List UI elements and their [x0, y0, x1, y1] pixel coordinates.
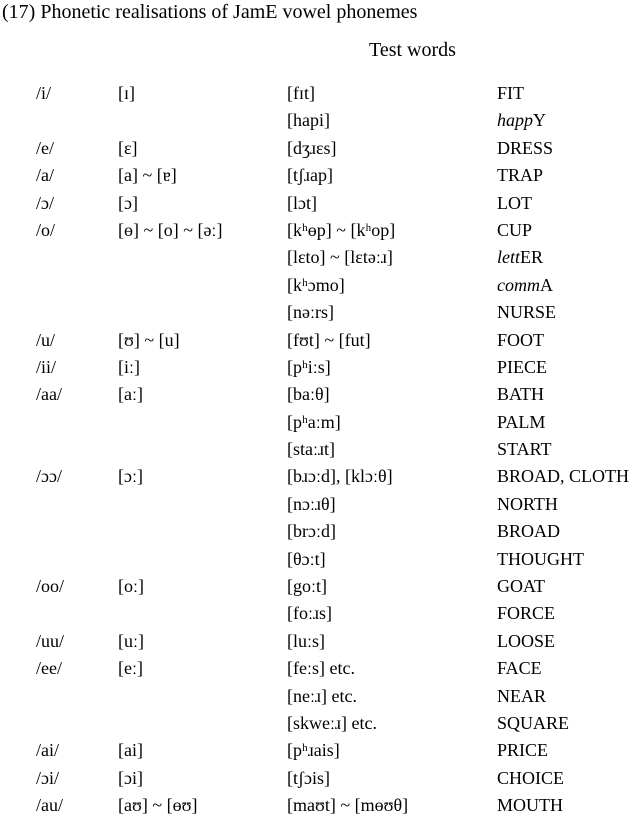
- lexical-set-cell: [497, 191, 532, 215]
- test-word-cell: [pʰiːs]: [287, 356, 331, 377]
- test-word-cell: [bɹɔːd], [klɔːθ]: [287, 466, 393, 487]
- table-row: [0, 574, 640, 601]
- lexical-set-keyword: DRESS: [497, 137, 554, 158]
- realisation-cell: [iː]: [118, 356, 140, 377]
- phoneme-cell: /e/: [36, 137, 54, 158]
- table-row: [0, 793, 640, 820]
- lexical-set-keyword: Y: [533, 110, 546, 131]
- lexical-set-keyword: THOUGHT: [497, 548, 584, 569]
- table-row: [0, 410, 640, 437]
- table-row: [0, 328, 640, 355]
- realisation-cell: [ʊ] ~ [u]: [118, 329, 180, 350]
- phoneme-cell: /ɔ/: [36, 192, 54, 213]
- test-word-cell: [kʰɔmo]: [287, 274, 345, 295]
- lexical-set-italic-part: comm: [497, 274, 540, 295]
- lexical-set-cell: [497, 245, 543, 269]
- phoneme-cell: /a/: [36, 165, 54, 186]
- realisation-cell: [ɵ] ~ [o] ~ [əː]: [118, 219, 223, 240]
- lexical-set-keyword: CUP: [497, 219, 533, 240]
- test-word-cell: [θɔːt]: [287, 548, 326, 569]
- lexical-set-keyword: NEAR: [497, 685, 546, 706]
- table-row: [0, 547, 640, 574]
- lexical-set-cell: [497, 382, 544, 406]
- test-words-heading: Test words: [369, 39, 456, 61]
- lexical-set-cell: [497, 738, 548, 762]
- lexical-set-cell: [497, 108, 546, 132]
- lexical-set-cell: [497, 793, 563, 817]
- lexical-set-keyword: BROAD: [497, 521, 561, 542]
- lexical-set-cell: [497, 766, 564, 790]
- table-row: [0, 601, 640, 628]
- lexical-set-cell: [497, 81, 524, 105]
- table-row: [0, 684, 640, 711]
- lexical-set-cell: [497, 355, 547, 379]
- lexical-set-keyword: NORTH: [497, 493, 558, 514]
- lexical-set-cell: [497, 684, 546, 708]
- lexical-set-keyword: LOOSE: [497, 630, 555, 651]
- phoneme-cell: /ii/: [36, 356, 57, 377]
- table-row: [0, 108, 640, 135]
- table-row: [0, 300, 640, 327]
- phoneme-cell: /ɔɔ/: [36, 466, 62, 487]
- lexical-set-cell: [497, 437, 551, 461]
- phoneme-cell: /u/: [36, 329, 56, 350]
- test-word-cell: [goːt]: [287, 576, 327, 597]
- table-row: [0, 711, 640, 738]
- lexical-set-keyword: TRAP: [497, 165, 544, 186]
- vowel-table: [0, 81, 640, 821]
- realisation-cell: [ɔ]: [118, 192, 138, 213]
- test-word-cell: [feːs] etc.: [287, 658, 355, 679]
- table-row: [0, 738, 640, 765]
- realisation-cell: [ɔː]: [118, 466, 143, 487]
- lexical-set-keyword: PIECE: [497, 356, 548, 377]
- table-row: [0, 163, 640, 190]
- test-word-cell: [neːɹ] etc.: [287, 685, 357, 706]
- lexical-set-cell: [497, 574, 545, 598]
- lexical-set-cell: [497, 410, 545, 434]
- test-word-cell: [maʊt] ~ [mɵʊθ]: [287, 795, 409, 816]
- phoneme-cell: /aa/: [36, 384, 62, 405]
- test-word-cell: [staːɹt]: [287, 439, 335, 460]
- table-row: [0, 355, 640, 382]
- table-row: [0, 136, 640, 163]
- phoneme-cell: /oo/: [36, 576, 65, 597]
- lexical-set-keyword: START: [497, 439, 552, 460]
- realisation-cell: [oː]: [118, 576, 144, 597]
- lexical-set-cell: [497, 492, 558, 516]
- realisation-cell: [a] ~ [ɐ]: [118, 165, 177, 186]
- test-word-cell: [fɪt]: [287, 83, 315, 103]
- phoneme-cell: /o/: [36, 219, 56, 240]
- lexical-set-keyword: ER: [520, 247, 544, 268]
- lexical-set-keyword: PALM: [497, 411, 546, 432]
- lexical-set-cell: [497, 711, 569, 735]
- test-word-cell: [pʰaːm]: [287, 411, 341, 432]
- realisation-cell: [aʊ] ~ [ɵʊ]: [118, 795, 198, 816]
- lexical-set-keyword: FACE: [497, 658, 542, 679]
- lexical-set-cell: [497, 163, 543, 187]
- lexical-set-keyword: LOT: [497, 192, 532, 213]
- lexical-set-italic-part: lett: [497, 247, 520, 268]
- lexical-set-keyword: FIT: [497, 83, 524, 103]
- lexical-set-keyword: SQUARE: [497, 712, 570, 733]
- lexical-set-keyword: BATH: [497, 384, 545, 405]
- lexical-set-keyword: NURSE: [497, 302, 557, 323]
- lexical-set-cell: [497, 300, 556, 324]
- test-word-cell: [dʒɹɛs]: [287, 137, 337, 158]
- table-row: [0, 382, 640, 409]
- table-row: [0, 464, 640, 491]
- test-word-cell: [hapi]: [287, 110, 330, 131]
- realisation-cell: [ai]: [118, 740, 143, 761]
- phoneme-cell: /uu/: [36, 630, 65, 651]
- table-row: [0, 766, 640, 793]
- phoneme-cell: /ɔi/: [36, 767, 59, 788]
- lexical-set-keyword: PRICE: [497, 740, 549, 761]
- test-word-cell: [lɛto] ~ [lɛtəːɹ]: [287, 247, 393, 268]
- lexical-set-cell: [497, 547, 584, 571]
- test-word-cell: [tʃɹap]: [287, 165, 333, 186]
- example-title: (17) Phonetic realisations of JamE vowel phonemes: [2, 1, 418, 23]
- test-word-cell: [skweːɹ] etc.: [287, 712, 377, 733]
- test-word-cell: [fʊt] ~ [fut]: [287, 329, 371, 350]
- table-row: [0, 218, 640, 245]
- test-word-cell: [kʰɵp] ~ [kʰop]: [287, 219, 396, 240]
- table-row: [0, 437, 640, 464]
- phoneme-cell: /au/: [36, 795, 63, 816]
- test-word-cell: [lɔt]: [287, 192, 317, 213]
- lexical-set-keyword: A: [540, 274, 553, 295]
- phoneme-cell: /i/: [36, 83, 52, 103]
- lexical-set-keyword: CHOICE: [497, 767, 564, 788]
- realisation-cell: [ɛ]: [118, 137, 138, 158]
- lexical-set-cell: [497, 519, 560, 543]
- lexical-set-keyword: GOAT: [497, 576, 545, 597]
- phoneme-cell: /ee/: [36, 658, 62, 679]
- lexical-set-cell: [497, 656, 542, 680]
- lexical-set-cell: [497, 464, 629, 488]
- table-row: [0, 245, 640, 272]
- lexical-set-italic-part: happ: [497, 110, 533, 131]
- lexical-set-cell: [497, 601, 555, 625]
- lexical-set-keyword: FOOT: [497, 329, 545, 350]
- test-word-cell: [baːθ]: [287, 384, 330, 405]
- table-row: [0, 492, 640, 519]
- realisation-cell: [eː]: [118, 658, 143, 679]
- lexical-set-cell: [497, 629, 555, 653]
- lexical-set-cell: [497, 328, 544, 352]
- test-word-cell: [nɔːɹθ]: [287, 493, 336, 514]
- realisation-cell: [ɪ]: [118, 83, 135, 103]
- lexical-set-keyword: FORCE: [497, 603, 556, 624]
- test-word-cell: [foːɹs]: [287, 603, 332, 624]
- table-row: [0, 273, 640, 300]
- table-row: [0, 519, 640, 546]
- realisation-cell: [ɔi]: [118, 767, 143, 788]
- lexical-set-cell: [497, 136, 553, 160]
- table-row: [0, 81, 640, 108]
- realisation-cell: [aː]: [118, 384, 143, 405]
- test-word-cell: [luːs]: [287, 630, 325, 651]
- test-word-cell: [nəːrs]: [287, 302, 334, 323]
- lexical-set-cell: [497, 273, 553, 297]
- table-row: [0, 191, 640, 218]
- lexical-set-keyword: BROAD, CLOTH: [497, 466, 630, 487]
- phoneme-cell: /ai/: [36, 740, 59, 761]
- lexical-set-keyword: MOUTH: [497, 795, 563, 816]
- test-word-cell: [tʃɔis]: [287, 767, 330, 788]
- test-word-cell: [brɔːd]: [287, 521, 336, 542]
- table-row: [0, 629, 640, 656]
- test-word-cell: [pʰɹais]: [287, 740, 340, 761]
- realisation-cell: [uː]: [118, 630, 144, 651]
- lexical-set-cell: [497, 218, 532, 242]
- table-row: [0, 656, 640, 683]
